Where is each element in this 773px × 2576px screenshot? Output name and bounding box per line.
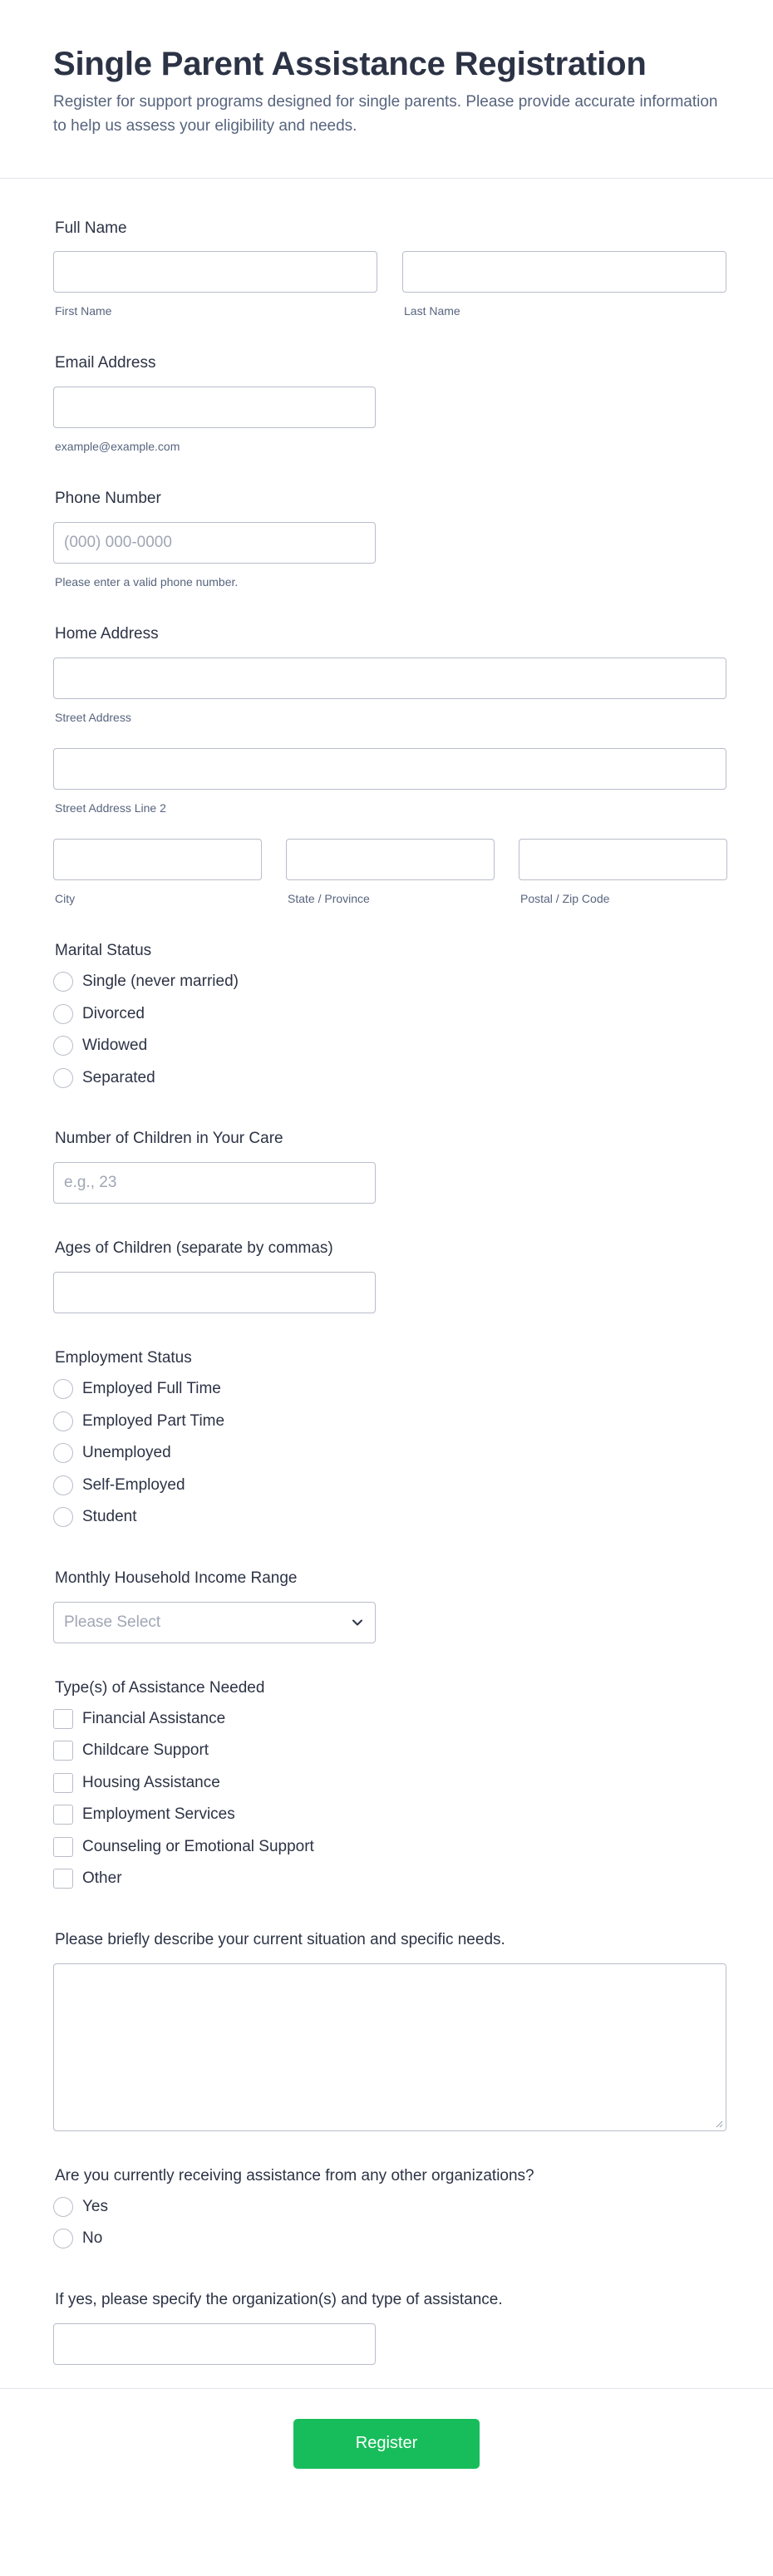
situation-field <box>53 1895 773 2131</box>
form-footer <box>0 2388 773 2505</box>
children-count-input[interactable] <box>53 1162 376 1204</box>
state-input[interactable] <box>286 839 495 880</box>
chevron-down-icon <box>350 1615 365 1630</box>
assistance-types-field <box>53 1643 773 1895</box>
radio-button[interactable] <box>53 1036 73 1056</box>
situation-textarea[interactable] <box>53 1963 726 2131</box>
checkbox[interactable] <box>53 1869 73 1889</box>
org-details-field <box>53 2255 773 2388</box>
radio-button[interactable] <box>53 972 73 992</box>
assistance-option[interactable] <box>53 1831 773 1864</box>
assistance-option[interactable] <box>53 1703 773 1736</box>
street-address-line2-input[interactable] <box>53 748 726 790</box>
employment-option[interactable] <box>53 1470 773 1502</box>
address-field <box>53 589 773 906</box>
other-orgs-label: Are you currently receiving assistance from any other organizations? <box>55 2166 534 2184</box>
email-input[interactable] <box>53 387 376 428</box>
option-label: Widowed <box>82 1037 148 1055</box>
last-name-sublabel: Last Name <box>404 304 460 318</box>
radio-button[interactable] <box>53 1379 73 1399</box>
radio-button[interactable] <box>53 1068 73 1088</box>
checkbox[interactable] <box>53 1837 73 1857</box>
checkbox[interactable] <box>53 1741 73 1761</box>
zip-input[interactable] <box>519 839 727 880</box>
checkbox[interactable] <box>53 1773 73 1793</box>
marital-status-label: Marital Status <box>55 942 152 959</box>
option-label: Yes <box>82 2197 108 2215</box>
option-label: Employed Full Time <box>82 1380 221 1398</box>
full-name-label: Full Name <box>55 219 127 237</box>
employment-option[interactable] <box>53 1406 773 1438</box>
assistance-option[interactable] <box>53 1767 773 1800</box>
city-input[interactable] <box>53 839 262 880</box>
option-label: Employment Services <box>82 1805 235 1824</box>
income-range-select[interactable] <box>53 1602 376 1643</box>
phone-field <box>53 454 773 589</box>
radio-button[interactable] <box>53 1507 73 1527</box>
email-sublabel: example@example.com <box>55 440 180 453</box>
checkbox[interactable] <box>53 1805 73 1825</box>
option-label: Financial Assistance <box>82 1709 226 1727</box>
phone-label: Phone Number <box>55 490 161 507</box>
full-name-field <box>53 179 773 318</box>
option-label: Employed Part Time <box>82 1411 225 1430</box>
radio-button[interactable] <box>53 1443 73 1463</box>
radio-button[interactable] <box>53 1004 73 1024</box>
option-label: Single (never married) <box>82 973 239 991</box>
option-label: Childcare Support <box>82 1741 209 1760</box>
register-button[interactable]: Register <box>293 2419 480 2469</box>
employment-option[interactable] <box>53 1373 773 1406</box>
org-details-input[interactable] <box>53 2323 376 2365</box>
address-label: Home Address <box>55 625 159 643</box>
marital-option[interactable] <box>53 966 773 998</box>
option-label: Counseling or Emotional Support <box>82 1837 314 1855</box>
other-orgs-field <box>53 2131 773 2255</box>
option-label: No <box>82 2229 103 2248</box>
state-sublabel: State / Province <box>288 892 370 905</box>
form-header <box>0 0 773 179</box>
street-address-line2-sublabel: Street Address Line 2 <box>55 801 166 815</box>
income-range-label: Monthly Household Income Range <box>55 1569 298 1587</box>
option-label: Unemployed <box>82 1444 171 1462</box>
situation-label: Please briefly describe your current situation and specific needs. <box>55 1930 505 1948</box>
employment-option[interactable] <box>53 1437 773 1470</box>
children-count-label: Number of Children in Your Care <box>55 1130 283 1147</box>
radio-button[interactable] <box>53 2197 73 2217</box>
children-ages-input[interactable] <box>53 1272 376 1313</box>
street-address-sublabel: Street Address <box>55 711 131 724</box>
phone-input[interactable] <box>53 522 376 564</box>
radio-button[interactable] <box>53 1475 73 1495</box>
employment-status-field <box>53 1313 773 1534</box>
option-label: Student <box>82 1508 137 1526</box>
registration-form <box>0 179 773 2388</box>
option-label: Separated <box>82 1068 155 1086</box>
phone-sublabel: Please enter a valid phone number. <box>55 575 239 589</box>
option-label: Self-Employed <box>82 1475 185 1494</box>
checkbox[interactable] <box>53 1709 73 1729</box>
employment-status-label: Employment Status <box>55 1349 192 1367</box>
radio-button[interactable] <box>53 1411 73 1431</box>
marital-option[interactable] <box>53 1062 773 1095</box>
assistance-option[interactable] <box>53 1799 773 1831</box>
assistance-option[interactable] <box>53 1735 773 1767</box>
assistance-types-label: Type(s) of Assistance Needed <box>55 1678 265 1697</box>
other-orgs-option[interactable] <box>53 2191 773 2224</box>
email-label: Email Address <box>55 354 156 372</box>
income-range-field <box>53 1534 773 1643</box>
zip-sublabel: Postal / Zip Code <box>520 892 610 905</box>
children-count-field <box>53 1094 773 1204</box>
email-field <box>53 318 773 454</box>
option-label: Housing Assistance <box>82 1773 220 1791</box>
city-sublabel: City <box>55 892 76 905</box>
assistance-option[interactable] <box>53 1863 773 1895</box>
page-subtitle: Register for support programs designed for single parents. Please provide accurate information to help us assess your eligibility and needs. <box>53 93 718 135</box>
children-ages-label: Ages of Children (separate by commas) <box>55 1239 333 1257</box>
first-name-input[interactable] <box>53 251 377 293</box>
radio-button[interactable] <box>53 2229 73 2248</box>
employment-option[interactable] <box>53 1501 773 1534</box>
page-title: Single Parent Assistance Registration <box>53 46 647 82</box>
option-label: Divorced <box>82 1004 145 1022</box>
marital-option[interactable] <box>53 1030 773 1062</box>
income-range-selected: Please Select <box>64 1613 161 1631</box>
marital-option[interactable] <box>53 998 773 1031</box>
street-address-input[interactable] <box>53 658 726 699</box>
org-details-label: If yes, please specify the organization(s) and type of assistance. <box>55 2290 503 2308</box>
other-orgs-option[interactable] <box>53 2223 773 2255</box>
last-name-input[interactable] <box>402 251 726 293</box>
option-label: Other <box>82 1869 122 1888</box>
first-name-sublabel: First Name <box>55 304 112 318</box>
children-ages-field <box>53 1204 773 1313</box>
marital-status-field <box>53 906 773 1094</box>
resize-grip-icon[interactable] <box>716 2120 723 2128</box>
